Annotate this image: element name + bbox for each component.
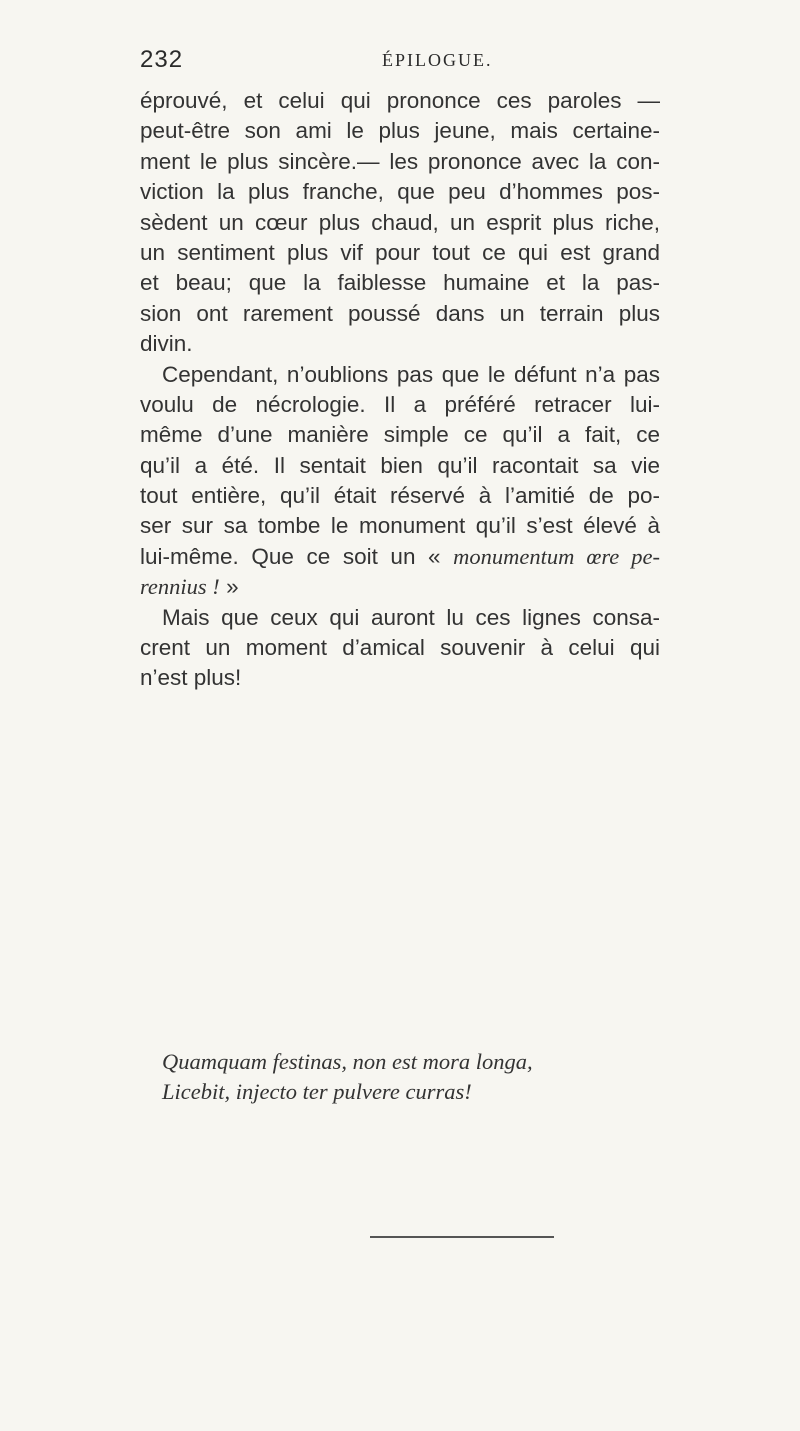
text-line: éprouvé, et celui qui prononce ces paroles — bbox=[140, 88, 660, 113]
text-line bbox=[140, 542, 660, 572]
text-line: Mais que ceux qui auront lu ces lignes consa- bbox=[162, 604, 660, 630]
text-line: peut-être son ami le plus jeune, mais certaine- bbox=[140, 118, 660, 144]
page-number: 232 bbox=[140, 46, 184, 73]
text-line: viction la plus franche, que peu d’hommes pos- bbox=[140, 179, 660, 205]
text-line: voulu de nécrologie. Il a préféré retracer lui- bbox=[140, 391, 660, 417]
text-line: même d’une manière simple ce qu’il a fait, ce bbox=[140, 422, 660, 448]
verse-line: Licebit, injecto ter pulvere curras! bbox=[162, 1079, 472, 1104]
text-line: crent un moment d’amical souvenir à celui qui bbox=[140, 635, 660, 661]
end-rule bbox=[370, 1236, 554, 1238]
verse-line: Quamquam festinas, non est mora longa, bbox=[162, 1049, 533, 1074]
running-title: ÉPILOGUE. bbox=[382, 50, 493, 70]
text-line bbox=[140, 572, 660, 602]
text-line: ser sur sa tombe le monument qu’il s’est élevé à bbox=[140, 513, 660, 539]
text-line: Cependant, n’oublions pas que le défunt n’a pas bbox=[162, 361, 660, 387]
latin-quote: rennius ! bbox=[140, 574, 220, 600]
text-line: divin. bbox=[140, 331, 193, 357]
text-line: qu’il a été. Il sentait bien qu’il racontait sa vie bbox=[140, 452, 660, 478]
text-line: sion ont rarement poussé dans un terrain plus bbox=[140, 300, 660, 326]
latin-quote: monumentum œre pe- bbox=[453, 543, 660, 569]
text-line: un sentiment plus vif pour tout ce qui est grand bbox=[140, 239, 660, 265]
text-line: ment le plus sincère.— les prononce avec la con- bbox=[140, 148, 660, 174]
text-line: sèdent un cœur plus chaud, un esprit plus riche, bbox=[140, 209, 660, 235]
page-header bbox=[140, 46, 660, 76]
closing-guillemet: » bbox=[226, 574, 239, 600]
text-line: et beau; que la faiblesse humaine et la pas- bbox=[140, 270, 660, 296]
latin-verse bbox=[162, 1047, 682, 1107]
body-text bbox=[140, 86, 660, 694]
text-line: n’est plus! bbox=[140, 665, 242, 691]
text-line: tout entière, qu’il était réservé à l’amitié de po- bbox=[140, 483, 660, 509]
text-segment: lui-même. Que ce soit un « bbox=[140, 543, 441, 569]
